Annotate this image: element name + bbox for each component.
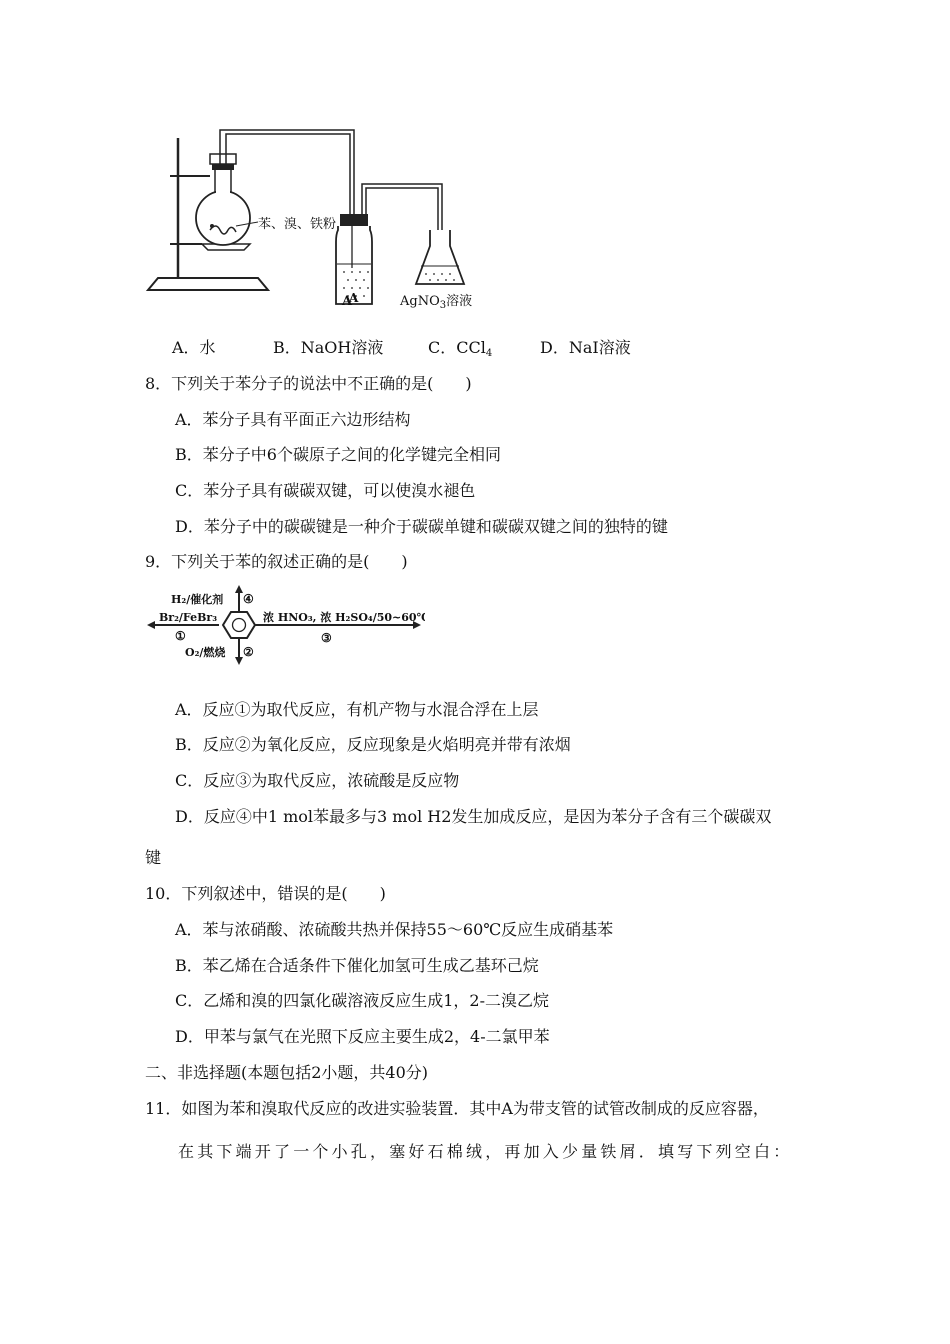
q9-option-d-wrap: 键: [145, 848, 162, 867]
q10-option-c: C．乙烯和溴的四氯化碳溶液反应生成1，2-二溴乙烷: [175, 991, 550, 1010]
q9-option-b: B．反应②为氧化反应，反应现象是火焰明亮并带有浓烟: [175, 735, 571, 754]
q7-option-c-sub: 4: [485, 348, 493, 359]
q9-option-c: C．反应③为取代反应，浓硫酸是反应物: [175, 771, 460, 790]
q10-stem: 10．下列叙述中，错误的是( ): [145, 884, 386, 903]
q11-stem-line1: 11．如图为苯和溴取代反应的改进实验装置．其中A为带支管的试管改制成的反应容器，: [145, 1099, 769, 1118]
q8-option-d: D．苯分子中的碳碳键是一种介于碳碳单键和碳碳双键之间的独特的键: [175, 517, 668, 536]
flask2-label-post: 溶液: [446, 294, 473, 309]
scheme-o2-label: O₂/燃烧: [185, 646, 226, 659]
benzene-scheme: [145, 585, 425, 667]
scheme-br-label: Br₂/FeBr₃: [159, 611, 218, 624]
q7-option-c: [428, 338, 492, 364]
apparatus-diagram: [140, 118, 490, 318]
section2-heading: 二、非选择题(本题包括2小题，共40分): [145, 1063, 429, 1082]
q10-option-a: A．苯与浓硝酸、浓硫酸共热并保持55～60℃反应生成硝基苯: [175, 920, 614, 939]
flask2-caption: [400, 292, 472, 316]
scheme-r2-label: ②: [243, 645, 254, 659]
q7-option-d: D．NaI溶液: [540, 338, 631, 357]
q11-stem-line2: 在其下端开了一个小孔，塞好石棉绒，再加入少量铁屑．填写下列空白：: [178, 1142, 793, 1161]
q8-option-a: A．苯分子具有平面正六边形结构: [175, 410, 411, 429]
q7-option-c-text: C．CCl: [428, 338, 486, 357]
flask2-label-pre: AgNO: [400, 294, 440, 309]
scheme-nitration-label: 浓 HNO₃, 浓 H₂SO₄/50~60℃: [263, 611, 425, 624]
flask-label: 苯、溴、铁粉: [258, 217, 337, 232]
apparatus-figure: [140, 118, 490, 318]
q9-stem: 9．下列关于苯的叙述正确的是( ): [145, 552, 408, 571]
q10-option-d: D．甲苯与氯气在光照下反应主要生成2，4-二氯甲苯: [175, 1027, 550, 1046]
q8-option-b: B．苯分子中6个碳原子之间的化学键完全相同: [175, 445, 501, 464]
q10-option-b: B．苯乙烯在合适条件下催化加氢可生成乙基环己烷: [175, 956, 539, 975]
q9-option-a: A．反应①为取代反应，有机产物与水混合浮在上层: [175, 700, 539, 719]
scheme-h2-label: H₂/催化剂: [171, 593, 224, 606]
bottle-label: A: [349, 291, 359, 305]
scheme-r3-label: ③: [321, 631, 332, 645]
scheme-r4-label: ④: [243, 592, 254, 606]
scheme-r1-label: ①: [175, 629, 186, 643]
q9-option-d: D．反应④中1 mol苯最多与3 mol H2发生加成反应，是因为苯分子含有三个碳碳双: [175, 807, 772, 826]
bottle-a-label: A: [342, 294, 353, 309]
bottle-caption: [342, 292, 352, 312]
q8-option-c: C．苯分子具有碳碳双键，可以使溴水褪色: [175, 481, 476, 500]
q7-option-a: A．水: [172, 338, 216, 357]
benzene-scheme-diagram: [145, 585, 425, 667]
q8-stem: 8．下列关于苯分子的说法中不正确的是( ): [145, 374, 472, 393]
flask2-label-sub: 3: [439, 300, 447, 311]
q7-option-b: B．NaOH溶液: [273, 338, 384, 357]
